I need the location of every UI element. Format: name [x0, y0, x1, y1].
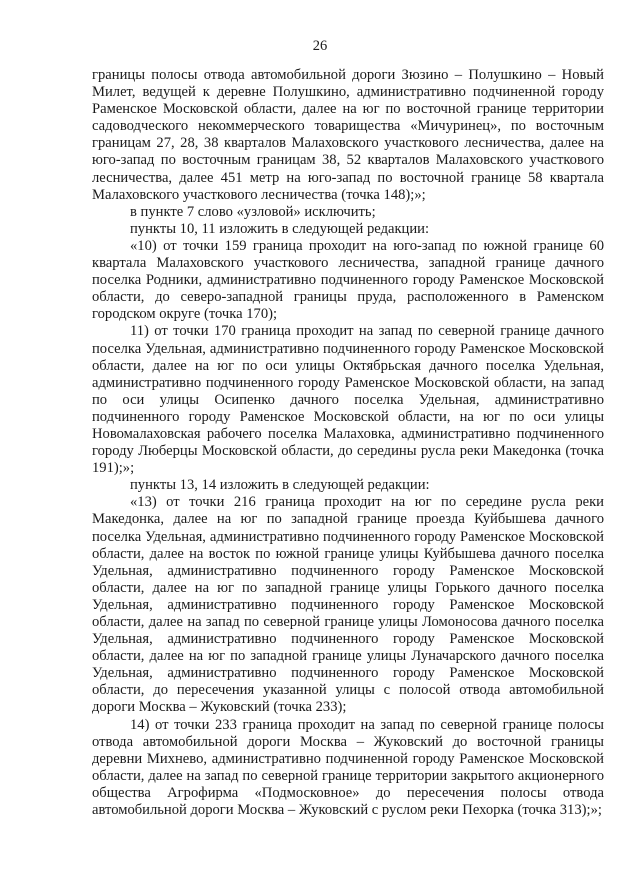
paragraph-3: пункты 10, 11 изложить в следующей редакции:: [130, 220, 430, 237]
paragraph-4: «10) от точки 159 граница проходит на юго-запад по южной границе 60 квартала Малаховского участкового лесничества, западной границе дачного поселка Родники, административно подчиненного городу Раменское Московской области, до северо-западной границы пруда, расположенного в Раменском городском округе (точка 170);: [92, 237, 604, 323]
paragraph-1: границы полосы отвода автомобильной дороги Зюзино – Полушкино – Новый Милет, ведущей к деревне Полушкино, административно подчиненной городу Раменское Московской области, далее на юг по восточной границе территории садоводческого некоммерческого товарищества «Мичуринец», по восточным границам 27, 28, 38 кварталов Малаховского участкового лесничества, далее на юго-запад по восточным границам 38, 52 кварталов Малаховского участкового лесничества, далее 451 метр на юго-запад по восточной границе 58 квартала Малаховского участкового лесничества (точка 148);»;: [92, 67, 604, 203]
document-body: [92, 67, 604, 819]
paragraph-7: «13) от точки 216 граница проходит на юг по середине русла реки Македонка, далее на юг по западной границе проезда Куйбышева дачного поселка Удельная, административно подчиненного городу Раменское Московской области, далее на восток по южной границе улицы Куйбышева дачного поселка Удельная, административно подчиненного городу Раменское Московской области, далее на юг по западной границе улицы Горького дачного поселка Удельная, административно подчиненного городу Раменское Московской области, далее на запад по северной границе улицы Ломоносова дачного поселка Удельная, административно подчиненного городу Раменское Московской области, далее на юг по западной границе улицы Луначарского дачного поселка Удельная, административно подчиненного городу Раменское Московской области, до пересечения указанной улицы с полосой отвода автомобильной дороги Москва – Жуковский (точка 233);: [92, 494, 604, 716]
paragraph-2: в пункте 7 слово «узловой» исключить;: [130, 203, 376, 220]
page-number: 26: [312, 38, 328, 54]
paragraph-5: 11) от точки 170 граница проходит на запад по северной границе дачного поселка Удельная, административно подчиненного городу Раменское Московской области, далее на юг по оси улицы Октябрьская дачного поселка Удельная, административно подчиненного городу Раменское Московской области, на запад по оси улицы Осипенко дачного поселка Удельная, административно подчиненного городу Раменское Московской области, на юг по оси улицы Новомалаховская рабочего поселка Малаховка, административно подчиненного городу Люберцы Московской области, до середины русла реки Македонка (точка 191);»;: [92, 323, 604, 477]
paragraph-8: 14) от точки 233 граница проходит на запад по северной границе полосы отвода автомобильной дороги Москва – Жуковский до восточной границы деревни Михнево, административно подчиненной городу Раменское Московской области, далее на запад по северной границе территории закрытого акционерного общества Агрофирма «Подмосковное» до пересечения полосы отвода автомобильной дороги Москва – Жуковский с руслом реки Пехорка (точка 313);»;: [92, 716, 604, 819]
paragraph-6: пункты 13, 14 изложить в следующей редакции:: [130, 477, 430, 494]
